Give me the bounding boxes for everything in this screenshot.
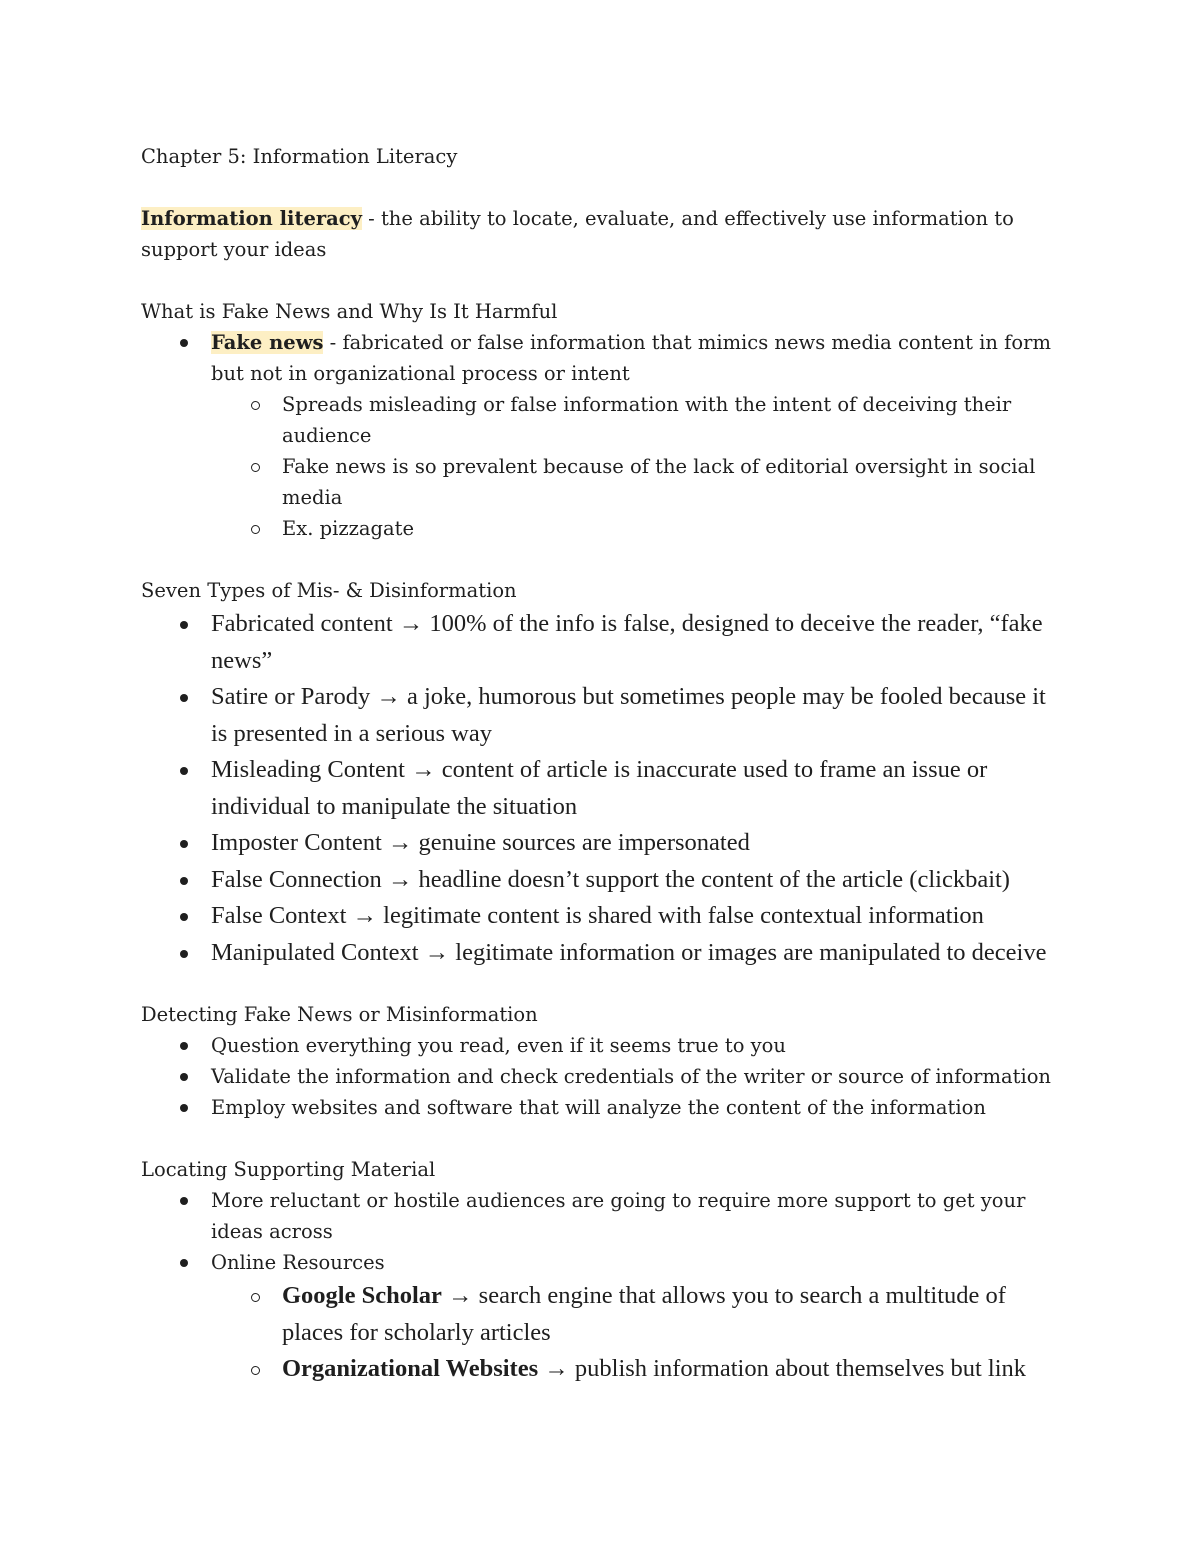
list-item-text: - fabricated or false information that mimics news media content in form but not in organizational process or intent — [211, 331, 1051, 385]
list-item — [141, 606, 1061, 679]
definition-text: - the ability to locate, evaluate, and effectively use information to support your ideas — [141, 207, 1014, 261]
list-item — [141, 1247, 1061, 1278]
bullet-icon — [180, 950, 188, 958]
seven-types-list — [141, 606, 1061, 971]
resource-text: → publish information about themselves but link — [538, 1355, 1027, 1382]
sub-list-item-text: Spreads misleading or false information with the intent of deceiving their audience — [282, 393, 1012, 447]
list-item-text: Imposter Content → genuine sources are impersonated — [211, 829, 750, 856]
list-item-text: Manipulated Context → legitimate information or images are manipulated to deceive — [211, 938, 1047, 966]
list-item — [141, 825, 1061, 862]
bullet-icon — [180, 877, 188, 885]
sub-list-item — [141, 1278, 1061, 1351]
list-item — [141, 898, 1061, 935]
circle-bullet-icon — [251, 463, 260, 472]
sub-list-item — [141, 513, 1061, 544]
bullet-icon — [180, 1104, 188, 1112]
online-resources-list — [141, 1278, 1061, 1388]
bullet-icon — [180, 767, 188, 775]
locating-list — [141, 1185, 1061, 1278]
circle-bullet-icon — [251, 401, 260, 410]
list-item — [141, 752, 1061, 825]
sub-list-item — [141, 1351, 1061, 1388]
list-item-text: Fabricated content → 100% of the info is false, designed to deceive the reader, “fake news” — [211, 610, 1043, 674]
sub-list-item — [141, 389, 1061, 451]
list-item — [141, 1185, 1061, 1247]
bullet-icon — [180, 1073, 188, 1081]
resource-term: Google Scholar — [282, 1282, 442, 1309]
definition-paragraph — [141, 203, 1061, 265]
list-item-text: More reluctant or hostile audiences are going to require more support to get your ideas across — [211, 1189, 1026, 1243]
circle-bullet-icon — [251, 525, 260, 534]
bullet-icon — [180, 339, 188, 347]
list-item — [141, 862, 1061, 899]
list-item-text: Question everything you read, even if it seems true to you — [211, 1034, 786, 1057]
section-heading-seven-types: Seven Types of Mis- & Disinformation — [141, 579, 517, 602]
list-item-text: Misleading Content → content of article is inaccurate used to frame an issue or individual to manipulate the situation — [211, 756, 988, 820]
circle-bullet-icon — [251, 1293, 260, 1302]
detecting-list — [141, 1030, 1061, 1123]
bullet-icon — [180, 1259, 188, 1267]
list-item — [141, 1030, 1061, 1061]
document-body — [141, 141, 1061, 1388]
list-item — [141, 935, 1061, 972]
list-item-text: False Connection → headline doesn’t support the content of the article (clickbait) — [211, 865, 1010, 893]
list-item-text: Online Resources — [211, 1251, 385, 1274]
bullet-icon — [180, 621, 188, 629]
highlighted-term: Fake news — [211, 331, 324, 354]
bullet-icon — [180, 694, 188, 702]
list-item — [141, 1061, 1061, 1092]
list-item-text: Satire or Parody → a joke, humorous but sometimes people may be fooled because it is presented in a serious way — [211, 683, 1046, 747]
list-item-text: Validate the information and check credentials of the writer or source of information — [211, 1065, 1051, 1088]
sub-list-item-text: Ex. pizzagate — [282, 517, 415, 540]
circle-bullet-icon — [251, 1366, 260, 1375]
list-item — [141, 679, 1061, 752]
bullet-icon — [180, 840, 188, 848]
bullet-icon — [180, 913, 188, 921]
sub-list-item-text: Fake news is so prevalent because of the lack of editorial oversight in social media — [282, 455, 1036, 509]
list-item-text: Employ websites and software that will analyze the content of the information — [211, 1096, 986, 1119]
list-item-text: False Context → legitimate content is shared with false contextual information — [211, 902, 984, 929]
sub-list-item — [141, 451, 1061, 513]
resource-term: Organizational Websites — [282, 1355, 539, 1382]
list-item — [141, 1092, 1061, 1123]
highlighted-term: Information literacy — [141, 207, 362, 230]
fake-news-list — [141, 327, 1061, 544]
section-heading-detecting: Detecting Fake News or Misinformation — [141, 1003, 538, 1026]
bullet-icon — [180, 1042, 188, 1050]
section-heading-fake-news: What is Fake News and Why Is It Harmful — [141, 300, 558, 323]
list-item — [141, 327, 1061, 389]
section-heading-locating: Locating Supporting Material — [141, 1158, 436, 1181]
bullet-icon — [180, 1197, 188, 1205]
resource-text: → search engine that allows you to search a multitude of places for scholarly articles — [282, 1282, 1006, 1346]
document-title: Chapter 5: Information Literacy — [141, 145, 458, 168]
